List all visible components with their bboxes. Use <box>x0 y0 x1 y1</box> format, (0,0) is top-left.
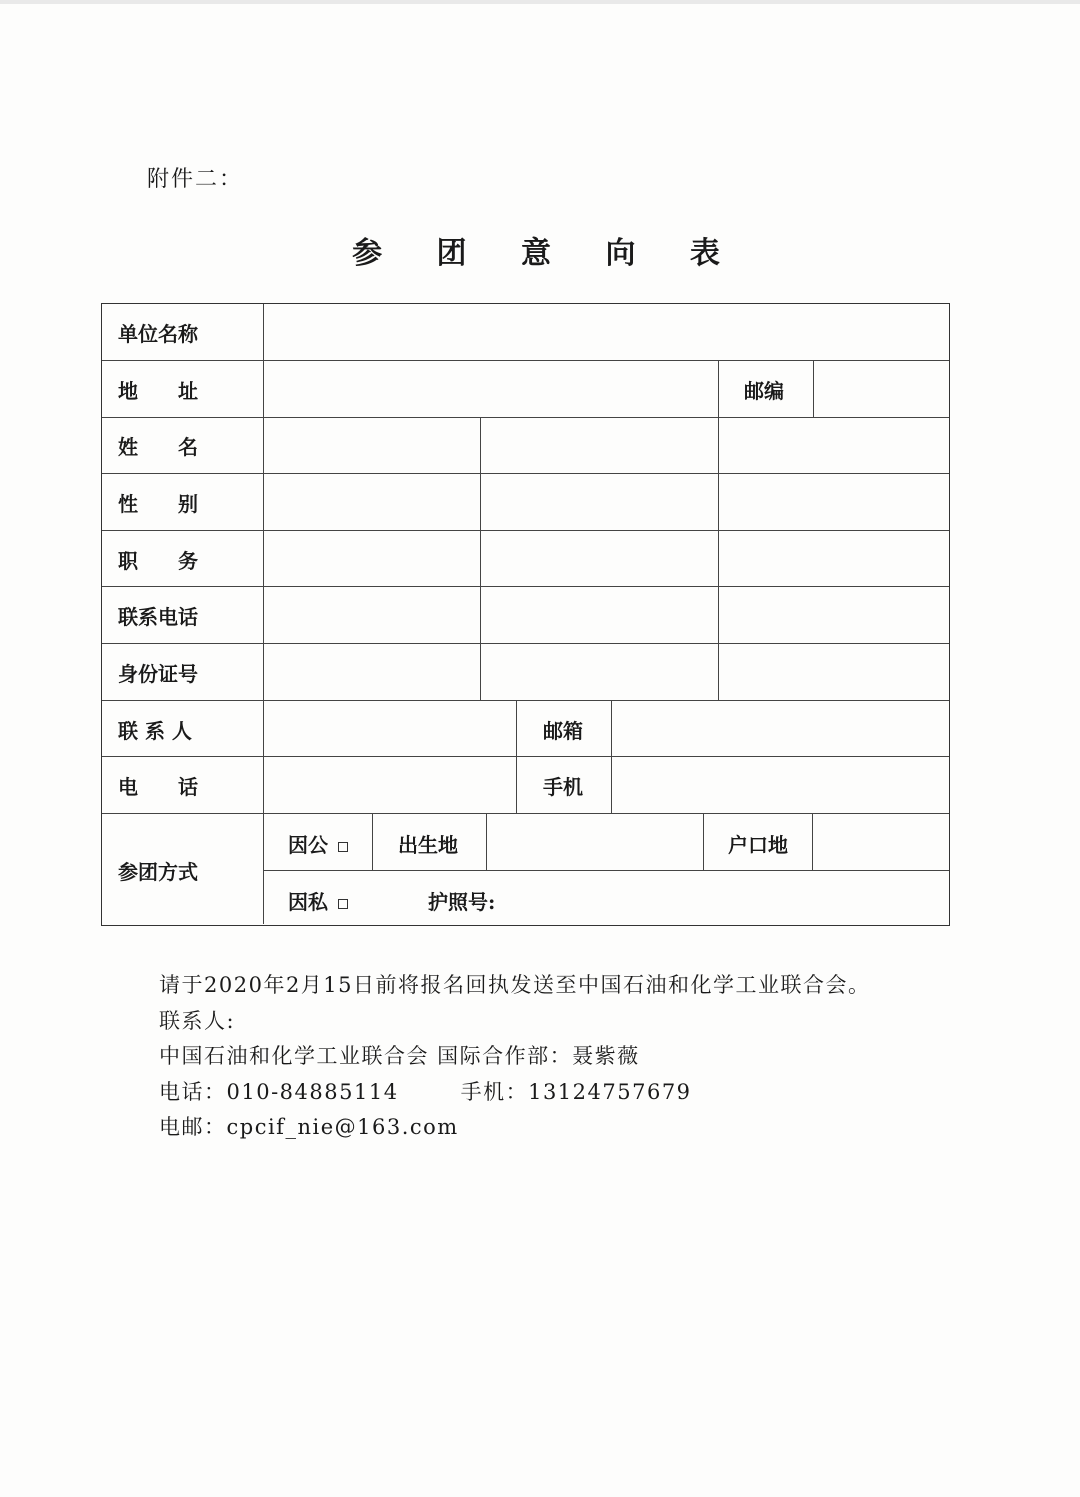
row-divider <box>102 586 949 587</box>
contact-heading: 联系人: <box>159 1008 236 1033</box>
public-option-label: 因公 <box>288 833 328 857</box>
attachment-label: 附件二： <box>147 167 244 192</box>
column-divider <box>812 813 813 870</box>
phone-label: 联系电话 <box>118 605 198 629</box>
email-label: 邮箱 <box>543 719 583 743</box>
office-phone: 电话：010-84885114 <box>159 1079 399 1104</box>
column-divider <box>718 360 719 417</box>
telephone-label: 电 话 <box>118 775 198 799</box>
column-divider <box>718 417 719 700</box>
row-divider <box>263 870 949 871</box>
contact-person: 中国石油和化学工业联合会 国际合作部：聂紫薇 <box>159 1044 640 1068</box>
public-checkbox[interactable] <box>338 842 348 852</box>
private-option-label: 因私 <box>288 890 328 914</box>
column-divider <box>516 700 517 813</box>
column-divider <box>372 813 373 870</box>
row-divider <box>102 417 949 418</box>
row-divider <box>102 473 949 474</box>
address-label: 地 址 <box>118 379 198 403</box>
private-checkbox[interactable] <box>338 899 348 909</box>
household-label: 户口地 <box>728 833 788 857</box>
row-divider <box>102 756 949 757</box>
row-divider <box>102 360 949 361</box>
mobile-label: 手机 <box>543 775 583 799</box>
row-divider <box>102 643 949 644</box>
postcode-label: 邮编 <box>744 379 784 403</box>
unit-name-label: 单位名称 <box>118 322 198 346</box>
birthplace-label: 出生地 <box>398 833 458 857</box>
public-option[interactable] <box>288 835 348 855</box>
contact-person-label: 联 系 人 <box>118 719 192 743</box>
column-divider <box>480 417 481 700</box>
registration-form-table <box>101 303 950 926</box>
gender-label: 性 别 <box>118 492 198 516</box>
column-divider <box>486 813 487 870</box>
column-divider <box>703 813 704 870</box>
row-divider <box>102 813 949 814</box>
contact-phones <box>159 1075 871 1111</box>
column-divider <box>611 700 612 813</box>
id-number-label: 身份证号 <box>118 662 198 686</box>
page-top-edge <box>0 0 1080 4</box>
name-label: 姓 名 <box>118 435 198 459</box>
column-divider <box>263 304 264 924</box>
passport-label: 护照号: <box>428 890 496 914</box>
notes-section <box>159 968 871 1146</box>
form-title: 参 团 意 向 表 <box>352 236 742 271</box>
private-option[interactable] <box>288 892 348 912</box>
deadline-note: 请于2020年2月15日前将报名回执发送至中国石油和化学工业联合会。 <box>159 973 871 997</box>
contact-email: 电邮：cpcif_nie@163.com <box>159 1115 459 1139</box>
mobile-phone: 手机：13124757679 <box>460 1079 692 1104</box>
participation-method-label: 参团方式 <box>118 860 198 884</box>
position-label: 职 务 <box>118 549 198 573</box>
row-divider <box>102 530 949 531</box>
row-divider <box>102 700 949 701</box>
column-divider <box>813 360 814 417</box>
